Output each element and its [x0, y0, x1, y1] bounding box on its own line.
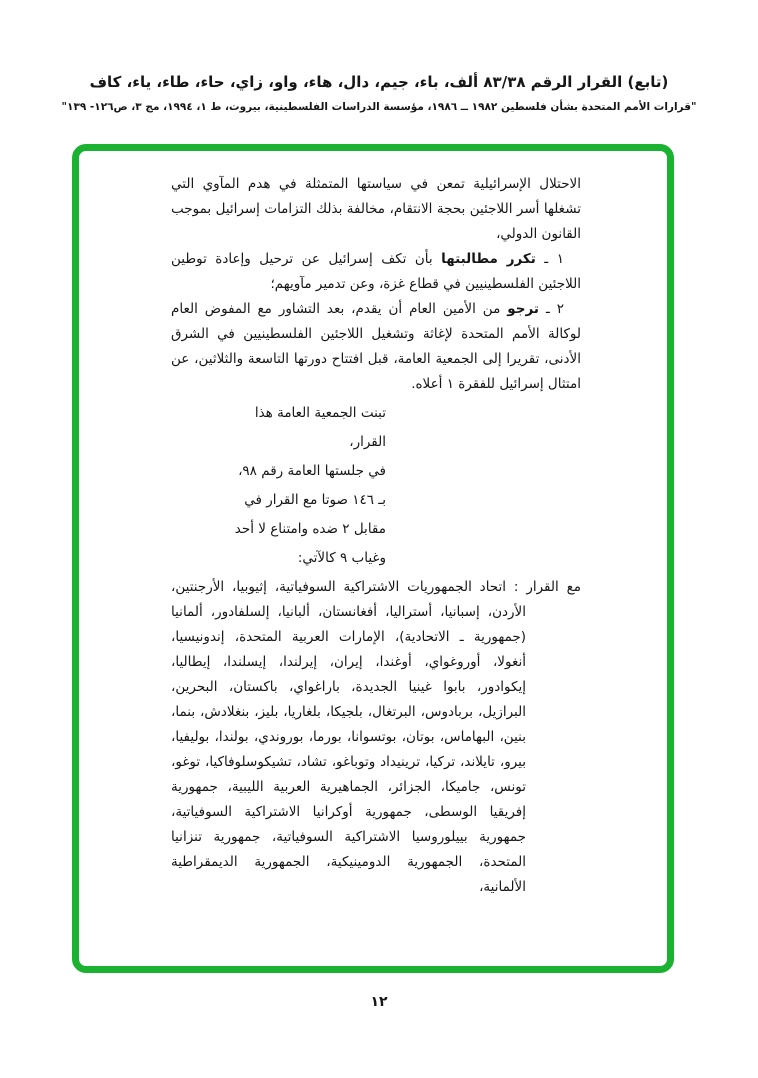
citation-header	[0, 72, 758, 114]
item-text: بأن تكف إسرائيل عن ترحيل وإعادة توطين اللاجئين الفلسطينيين في قطاع غزة، وعن تدمير مآويهم؛	[171, 251, 581, 292]
page-number: ١٢	[370, 994, 388, 1010]
adoption-statement-block	[234, 399, 386, 573]
source-citation: "قرارات الأمم المتحدة بشأن فلسطين ١٩٨٢ ــ ١٩٨٦، مؤسسة الدراسات الفلسطينية، بيروت، ط ١، ١٩٩٤، مج ٣، ص١٢٦- ١٣٩"	[61, 101, 697, 113]
vote-label-text: مع القرار	[526, 579, 582, 595]
item-number: ٢ ـ	[545, 301, 565, 317]
resolution-body	[79, 151, 667, 900]
adoption-line: وغياب ٩ كالآتي:	[297, 550, 386, 566]
vote-countries-list: اتحاد الجمهوريات الاشتراكية السوفياتية، إثيوبيا، الأرجنتين، الأردن، إسبانيا، أستراليا، أفغانستان، ألبانيا، إلسلفادور، ألمانيا (جمهورية ـ الاتحادية)، الإمارات العربية المتحدة، إندونيسيا، أنغولا، أوروغواي، أوغندا، إيران، إيرلندا، إيسلندا، إيطاليا، إيكوادور، بابوا غينيا الجديدة، باراغواي، باكستان، البحرين، البرازيل، بربادوس، البرتغال، بلجيكا، بلغاريا، بليز، بنغلادش، بنما، بنين، البهاماس، بوتان، بوتسوانا، بورما، بوروندي، بولندا، بوليفيا، بيرو، تايلاند، تركيا، ترينيداد وتوباغو، تشاد، تشيكوسلوفاكيا، توغو، تونس، جاميكا، الجزائر، الجماهيرية العربية الليبية، جمهورية إفريقيا الوسطى، جمهورية أوكرانيا الاشتراكية السوفياتية، جمهورية بييلوروسيا الاشتراكية السوفياتية، جمهورية تنزانيا المتحدة، الجمهورية الدومينيكية، الجمهورية الديمقراطية الألمانية،	[171, 579, 526, 895]
operative-item-1	[171, 247, 581, 297]
intro-paragraph: الاحتلال الإسرائيلية تمعن في سياستها المتمثلة في هدم المآوي التي تشغلها أسر اللاجئين بحجة الانتقام، مخالفة بذلك التزامات إسرائيل بموجب القانون الدولي،	[171, 176, 581, 242]
vote-label	[514, 579, 581, 595]
green-frame-border	[72, 144, 674, 973]
item-number: ١ ـ	[544, 251, 564, 267]
vote-colon: :	[513, 579, 519, 595]
adoption-line: في جلستها العامة رقم ٩٨،	[238, 463, 386, 479]
resolution-title: (تابع) القرار الرقم ٨٣/٣٨ ألف، باء، جيم، دال، هاء، واو، زاي، حاء، طاء، ياء، كاف	[89, 73, 669, 91]
item-action-verb: تكرر مطالبتها	[441, 251, 536, 267]
adoption-line: بـ ١٤٦ صوتا مع القرار في	[244, 492, 386, 508]
operative-item-2	[171, 297, 581, 397]
adoption-line: تبنت الجمعية العامة هذا القرار،	[254, 405, 386, 450]
vote-in-favour-paragraph	[171, 575, 581, 900]
item-text: من الأمين العام أن يقدم، بعد التشاور مع المفوض العام لوكالة الأمم المتحدة لإغاثة وتشغيل اللاجئين الفلسطينيين في الشرق الأدنى، تقريرا إلى الجمعية العامة، قبل افتتاح دورتها التاسعة والثلاثين، عن امتثال إسرائيل للفقرة ١ أعلاه.	[171, 301, 581, 392]
item-action-verb: ترجو	[507, 301, 539, 317]
adoption-line: مقابل ٢ ضده وامتناع لا أحد	[234, 521, 386, 537]
